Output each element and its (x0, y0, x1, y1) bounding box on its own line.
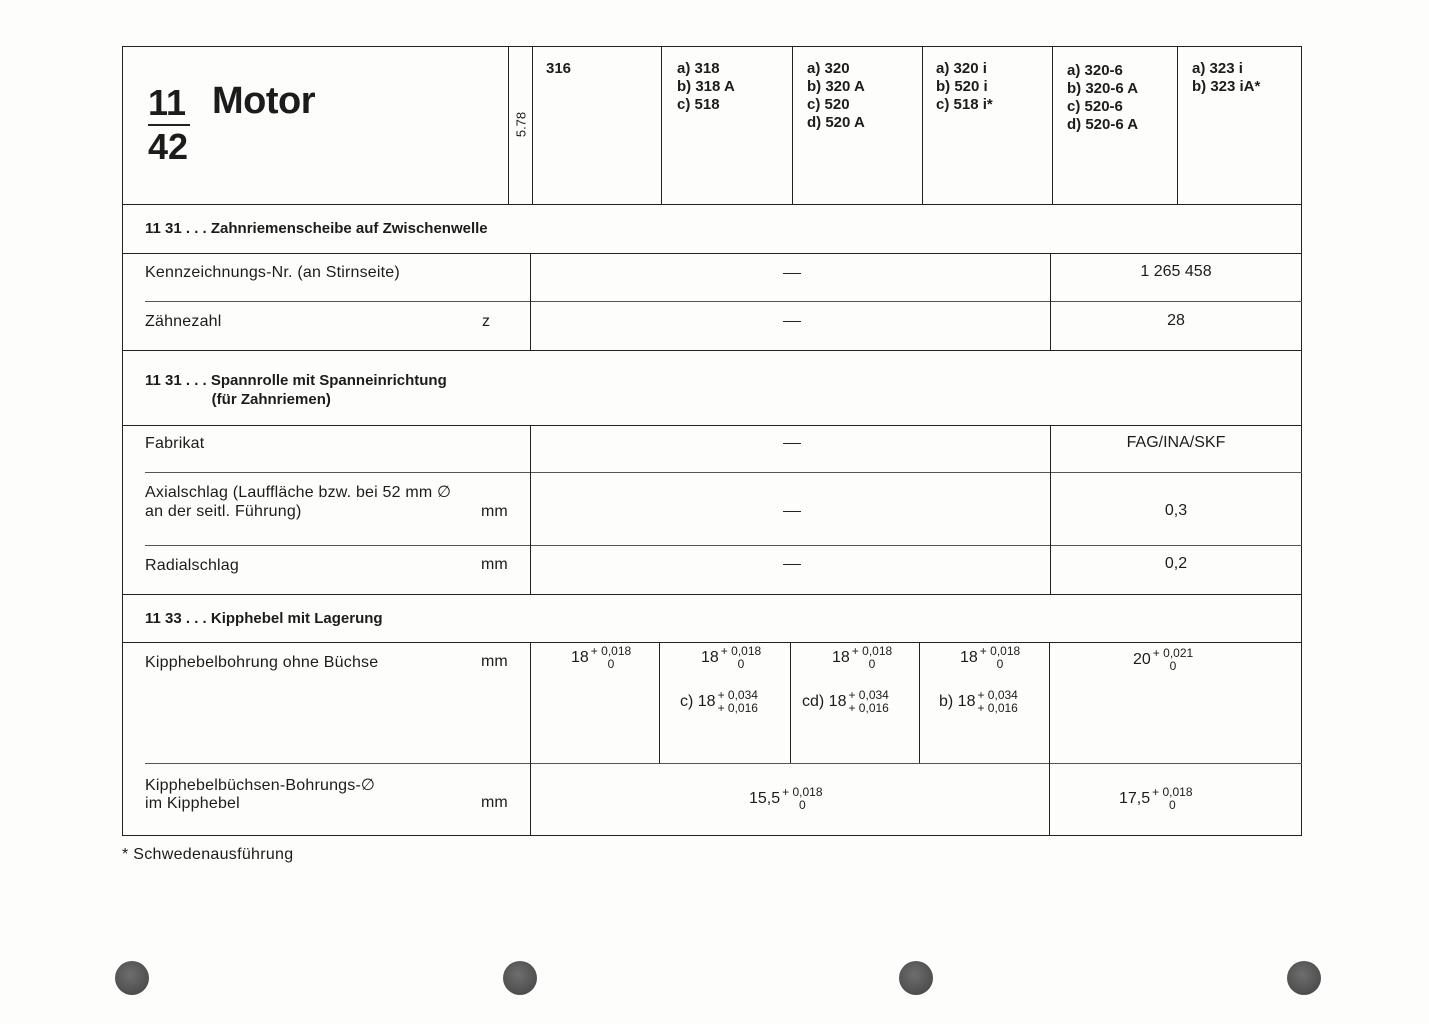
header-bottom-line (122, 204, 1302, 205)
model-col-divider (792, 46, 793, 204)
punch-hole (899, 961, 933, 995)
row-line (145, 545, 1302, 546)
model-header-320: a) 320 b) 320 A c) 520 d) 520 A (807, 60, 865, 131)
punch-hole (1287, 961, 1321, 995)
model-header-323i: a) 323 i b) 323 iA* (1192, 60, 1261, 95)
date-column-border-left (508, 46, 509, 204)
group-number-bottom: 42 (148, 126, 189, 167)
punch-hole (115, 961, 149, 995)
section-line (122, 425, 1302, 426)
tolerance-col-divider (919, 642, 920, 763)
value-zaehnezahl: 28 (1167, 312, 1185, 329)
unit-axialschlag: mm (481, 503, 508, 520)
tolerance-320i: 18 + 0,018 0 (960, 644, 1021, 671)
model-col-divider (1052, 46, 1053, 204)
label-kipphebelbuechsen-line1: Kipphebelbüchsen-Bohrungs-∅ (145, 777, 376, 794)
section-line (122, 253, 1302, 254)
value-axialschlag: 0,3 (1164, 502, 1188, 519)
label-radialschlag: Radialschlag (145, 557, 240, 574)
label-zaehnezahl: Zähnezahl (145, 313, 222, 330)
label-column-border (530, 425, 531, 594)
label-column-border (530, 253, 531, 350)
group-column-border (1049, 642, 1050, 836)
not-applicable-dash (783, 443, 801, 444)
not-applicable-dash (783, 511, 801, 512)
tolerance-320i-b: b) 18 + 0,034 + 0,016 (939, 688, 1018, 715)
tolerance-buechse-4cyl: 15,5 + 0,018 0 (749, 785, 823, 812)
group-number-top: 11 (148, 82, 187, 123)
revision-date: 5.78 (513, 111, 529, 138)
tolerance-320: 18 + 0,018 0 (832, 644, 893, 671)
unit-kipphebelbuechsen: mm (481, 794, 508, 811)
tolerance-col-divider (790, 642, 791, 763)
date-column-border-right (532, 46, 533, 204)
label-kipphebelbohrung: Kipphebelbohrung ohne Büchse (145, 654, 379, 671)
punch-hole (503, 961, 537, 995)
model-header-320-6: a) 320-6 b) 320-6 A c) 520-6 d) 520-6 A (1067, 62, 1139, 133)
section-line (122, 350, 1302, 351)
label-kennzeichnungs-nr: Kennzeichnungs-Nr. (an Stirnseite) (145, 264, 400, 281)
model-col-divider (1177, 46, 1178, 204)
row-line (145, 472, 1302, 473)
not-applicable-dash (783, 564, 801, 565)
model-col-divider (922, 46, 923, 204)
value-fabrikat: FAG/INA/SKF (1126, 434, 1226, 451)
not-applicable-dash (783, 273, 801, 274)
page-title: Motor (212, 80, 316, 122)
tolerance-buechse-6cyl: 17,5 + 0,018 0 (1119, 785, 1193, 812)
label-fabrikat: Fabrikat (145, 435, 205, 452)
tolerance-320-6-323i: 20 + 0,021 0 (1133, 646, 1194, 673)
section-line (122, 594, 1302, 595)
section-heading-kipphebel: 11 33 . . . Kipphebel mit Lagerung (145, 610, 383, 627)
label-kipphebelbuechsen-line2: im Kipphebel (145, 795, 240, 812)
tolerance-col-divider (659, 642, 660, 763)
model-header-316: 316 (546, 60, 572, 77)
tolerance-318: 18 + 0,018 0 (701, 644, 762, 671)
label-axialschlag-line1: Axialschlag (Lauffläche bzw. bei 52 mm ∅ (145, 484, 452, 501)
unit-radialschlag: mm (481, 556, 508, 573)
section-line (122, 642, 1302, 643)
not-applicable-dash (783, 321, 801, 322)
model-header-320i: a) 320 i b) 520 i c) 518 i* (936, 60, 993, 113)
footnote: * Schwedenausführung (122, 846, 294, 863)
tolerance-316: 18 + 0,018 0 (571, 644, 632, 671)
label-column-border (530, 642, 531, 836)
label-axialschlag-line2: an der seitl. Führung) (145, 503, 302, 520)
section-heading-zahnriemenscheibe: 11 31 . . . Zahnriemenscheibe auf Zwischenwelle (145, 220, 488, 237)
unit-zaehnezahl: z (482, 313, 490, 330)
unit-kipphebelbohrung: mm (481, 653, 508, 670)
row-line (145, 301, 1302, 302)
tolerance-320-cd: cd) 18 + 0,034 + 0,016 (802, 688, 889, 715)
section-heading-spannrolle: 11 31 . . . Spannrolle mit Spanneinrichtung (für Zahnriemen) (145, 372, 447, 408)
model-col-divider (661, 46, 662, 204)
tolerance-318-c: c) 18 + 0,034 + 0,016 (680, 688, 758, 715)
row-line (145, 763, 1302, 764)
model-header-318: a) 318 b) 318 A c) 518 (677, 60, 735, 113)
value-radialschlag: 0,2 (1164, 555, 1188, 572)
value-kennzeichnungs-nr: 1 265 458 (1140, 263, 1212, 280)
